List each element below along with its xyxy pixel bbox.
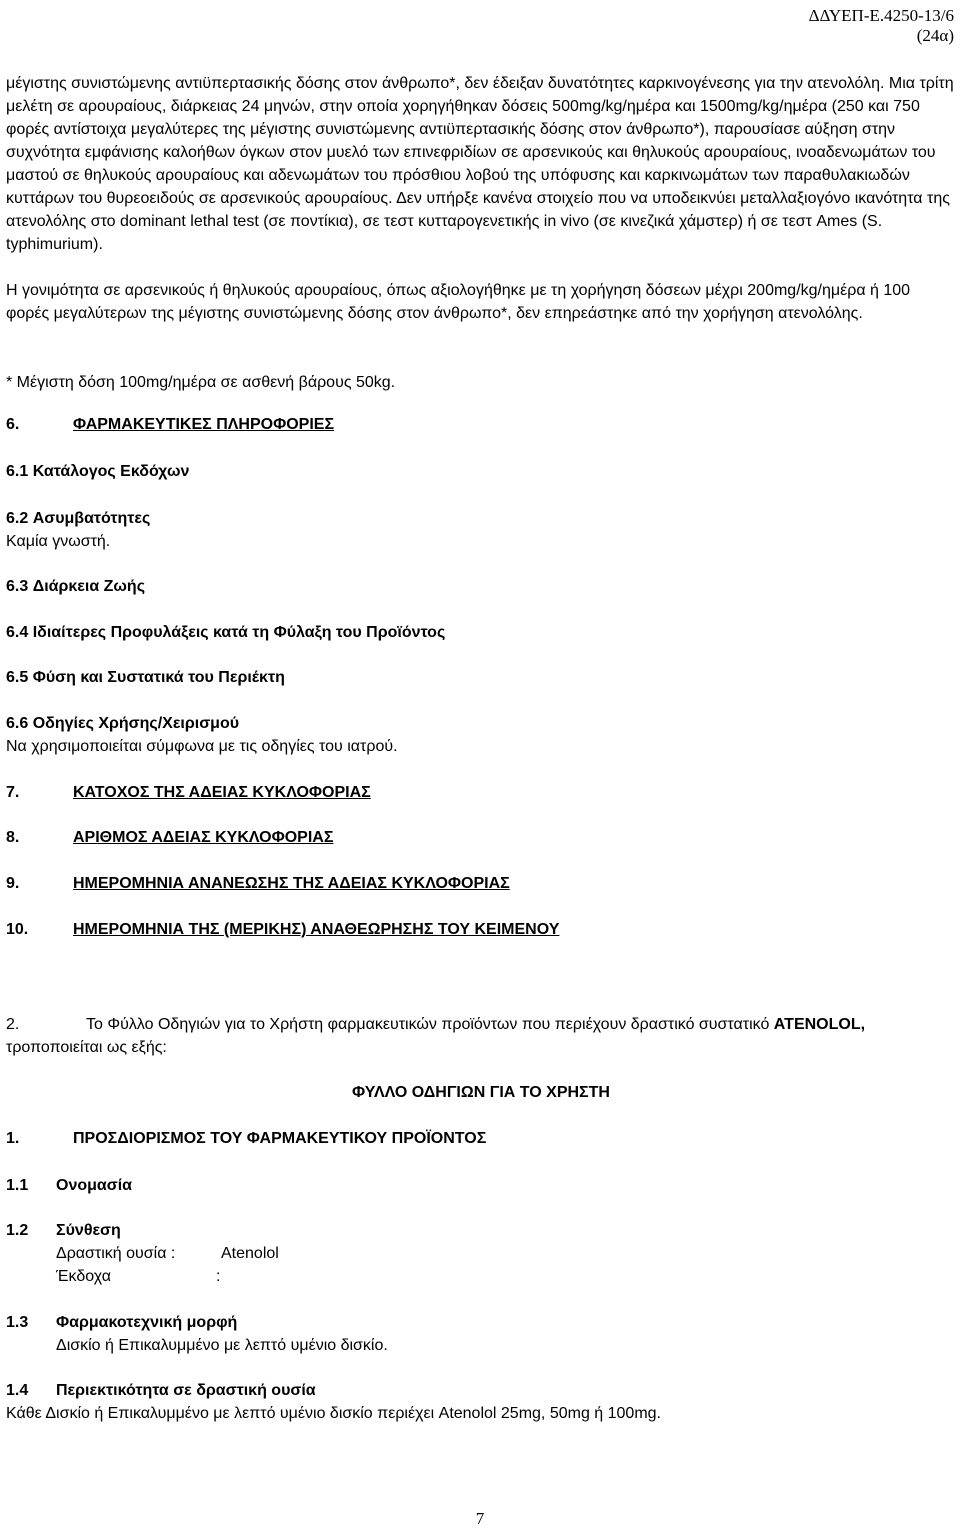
document-code: ΔΔΥΕΠ-Ε.4250-13/6: [808, 6, 954, 25]
pil-section-1-4-body: Κάθε Δισκίο ή Επικαλυμμένο με λεπτό υμένιο δισκίο περιέχει Atenolol 25mg, 50mg ή 100mg.: [6, 1405, 661, 1422]
section-6-6-heading: 6.6 Οδηγίες Χρήσης/Χειρισμού: [6, 715, 240, 732]
footnote: * Μέγιστη δόση 100mg/ημέρα σε ασθενή βάρους 50kg.: [6, 374, 396, 391]
pil-section-1-2-heading: 1.2 Σύνθεση: [6, 1222, 121, 1239]
page-number: 7: [475, 1509, 485, 1528]
section-7-heading: 7. ΚΑΤΟΧΟΣ ΤΗΣ ΑΔΕΙΑΣ ΚΥΚΛΟΦΟΡΙΑΣ: [6, 784, 371, 801]
pil-intro-text: Το Φύλλο Οδηγιών για το Χρήστη φαρμακευτικών προϊόντων που περιέχουν δραστικό συστατικό: [86, 1016, 770, 1033]
pil-section-1-heading: 1. ΠΡΟΣΔΙΟΡΙΣΜΟΣ ΤΟΥ ΦΑΡΜΑΚΕΥΤΙΚΟΥ ΠΡΟΪΟΝΤΟΣ: [6, 1130, 487, 1147]
section-6-2-heading: 6.2 Ασυμβατότητες: [6, 510, 151, 527]
pil-section-1-4-heading: 1.4 Περιεκτικότητα σε δραστική ουσία: [6, 1382, 316, 1399]
pil-intro-text-after: τροποποιείται ως εξής:: [6, 1039, 167, 1056]
pil-section-1-1-heading: 1.1 Ονομασία: [6, 1177, 132, 1194]
pil-intro-paragraph: [6, 1013, 954, 1059]
pil-intro-product: ATENOLOL,: [773, 1016, 866, 1033]
fertility-paragraph: Η γονιμότητα σε αρσενικούς ή θηλυκούς αρουραίους, όπως αξιολογήθηκε με τη χορήγηση δόσεων μέχρι 200mg/kg/ημέρα ή 100 φορές μεγαλύτερων της μέγιστης συνιστώμενης δόσης στον άνθρωπο*, δεν επηρεάστηκε από την χορήγηση ατενολόλης.: [6, 282, 911, 322]
section-8-heading: 8. ΑΡΙΘΜΟΣ ΑΔΕΙΑΣ ΚΥΚΛΟΦΟΡΙΑΣ: [6, 829, 334, 846]
active-substance-line: Δραστική ουσία : Atenolol: [56, 1245, 279, 1262]
section-6-4-heading: 6.4 Ιδιαίτερες Προφυλάξεις κατά τη Φύλαξη του Προϊόντος: [6, 624, 446, 641]
section-6-2-body: Καμία γνωστή.: [6, 533, 111, 550]
section-6-heading: 6. ΦΑΡΜΑΚΕΥΤΙΚΕΣ ΠΛΗΡΟΦΟΡΙΕΣ: [6, 416, 335, 433]
document-subcode: (24α): [916, 26, 954, 45]
pil-section-1-3-heading: 1.3 Φαρμακοτεχνική μορφή: [6, 1314, 238, 1331]
pil-title: ΦΥΛΛΟ ΟΔΗΓΙΩΝ ΓΙΑ ΤΟ ΧΡΗΣΤΗ: [352, 1084, 610, 1101]
section-9-heading: 9. ΗΜΕΡΟΜΗΝΙΑ ΑΝΑΝΕΩΣΗΣ ΤΗΣ ΑΔΕΙΑΣ ΚΥΚΛΟΦΟΡΙΑΣ: [6, 875, 510, 892]
carcinogenicity-paragraph: μέγιστης συνιστώμενης αντιϋπερτασικής δόσης στον άνθρωπο*, δεν έδειξαν δυνατότητες καρκινογένεσης για την ατενολόλη. Μια τρίτη μελέτη σε αρουραίους, διάρκειας 24 μηνών, στην οποία χορηγήθηκαν δόσεις 500mg/kg/ημέρα και 1500mg/kg/ημέρα (250 και 750 φορές αντίστοιχα μεγαλύτερες της μέγιστης συνιστώμενης αντιϋπερτασικής δόσης στον άνθρωπο*), παρουσίασε αύξηση στην συχνότητα εμφάνισης καλοήθων όγκων στον μυελό των επινεφριδίων σε αρσενικούς και θηλυκούς αρουραίους, ινοαδενωμάτων του μαστού σε θηλυκούς αρουραίους και αδενωμάτων του πρόσθιου λοβού της υπόφυσης και καρκινωμάτων των παραθυλακιωδών κυττάρων του θυρεοειδούς σε αρσενικούς αρουραίους. Δεν υπήρξε κανένα στοιχείο που να υποδεικνύει μεταλλαξιογόνο ικανότητα της ατενολόλης στο dominant lethal test (σε ποντίκια), σε τεστ κυτταρογενετικής in vivo (σε κινεζικά χάμστερ) ή σε τεστ Ames (S. typhimurium).: [6, 75, 954, 253]
section-10-heading: 10. ΗΜΕΡΟΜΗΝΙΑ ΤΗΣ (ΜΕΡΙΚΗΣ) ΑΝΑΘΕΩΡΗΣΗΣ ΤΟΥ ΚΕΙΜΕΝΟΥ: [6, 921, 560, 938]
pil-intro-number: 2.: [6, 1016, 20, 1033]
excipients-line: Έκδοχα :: [56, 1268, 221, 1285]
section-6-1-heading: 6.1 Κατάλογος Εκδόχων: [6, 463, 190, 480]
section-6-5-heading: 6.5 Φύση και Συστατικά του Περιέκτη: [6, 669, 285, 686]
pil-section-1-3-body: Δισκίο ή Επικαλυμμένο με λεπτό υμένιο δισκίο.: [56, 1337, 388, 1354]
section-6-3-heading: 6.3 Διάρκεια Ζωής: [6, 578, 146, 595]
section-6-6-body: Να χρησιμοποιείται σύμφωνα με τις οδηγίες του ιατρού.: [6, 738, 398, 755]
